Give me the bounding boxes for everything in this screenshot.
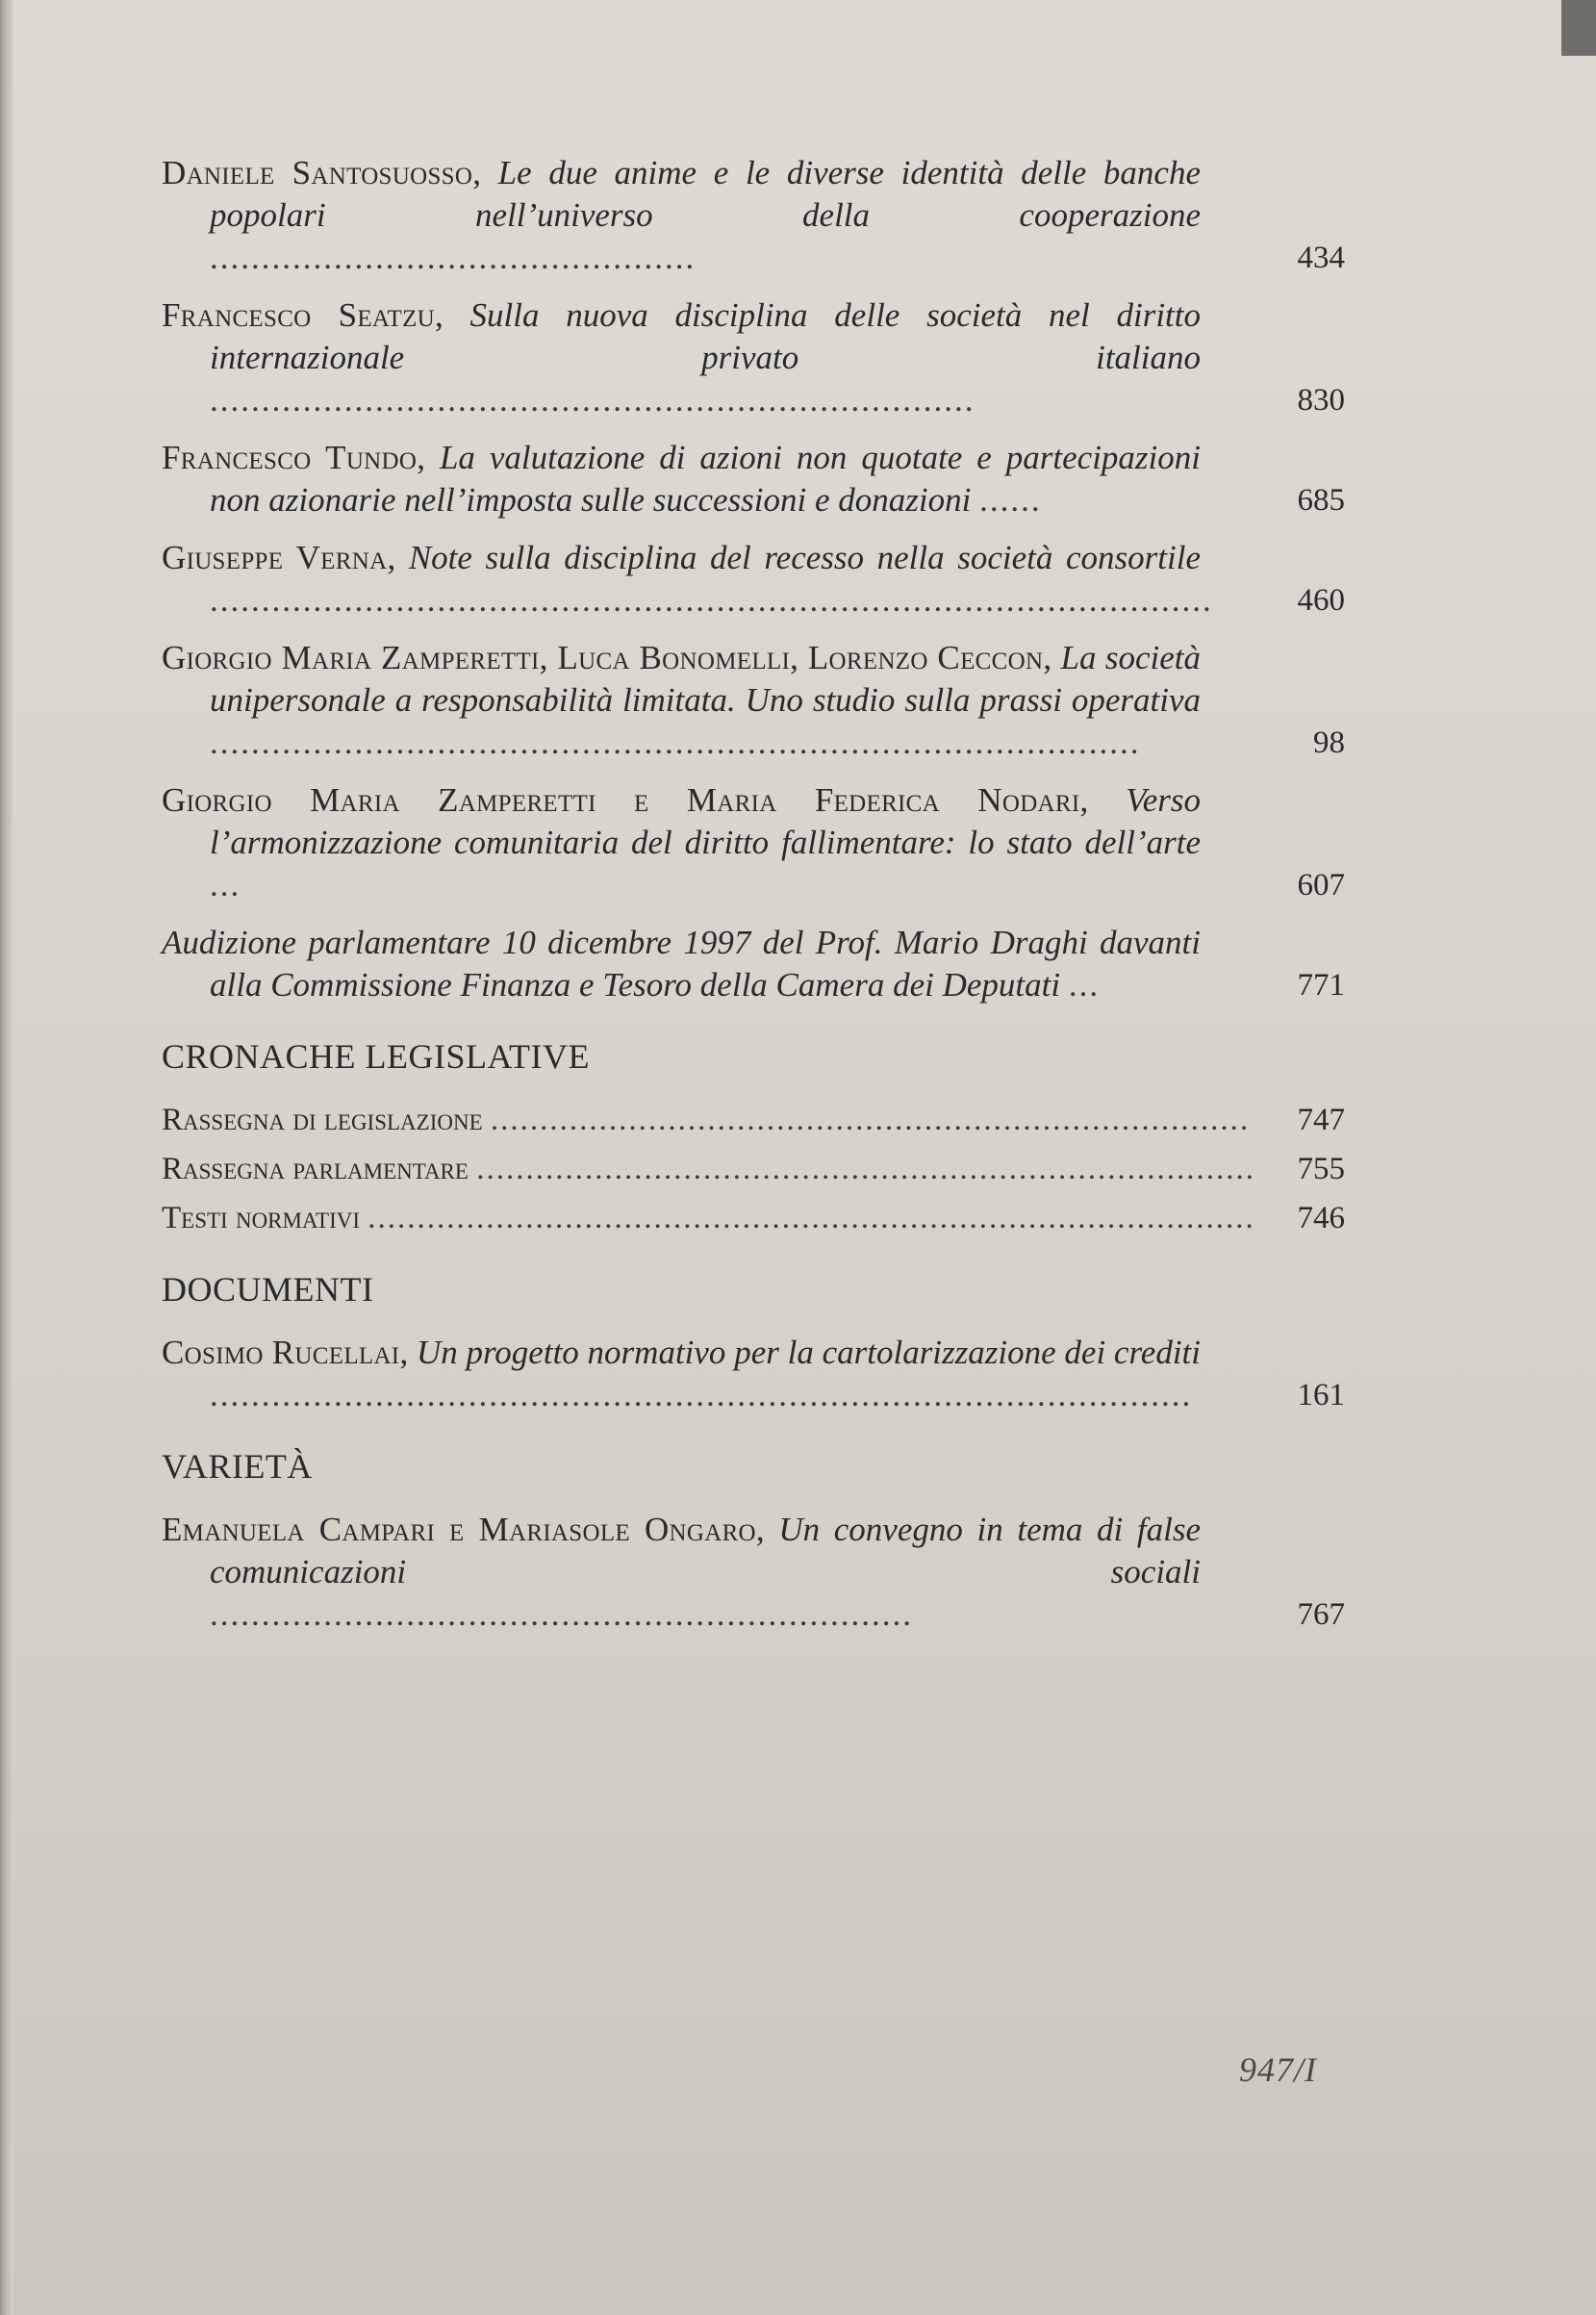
entry-page-number: 434	[1297, 241, 1345, 275]
entry-title: La società unipersonale a responsabilità limitata. Uno studio sulla prassi operativa	[210, 639, 1202, 719]
section-heading-cronache: CRONACHE LEGISLATIVE	[162, 1037, 590, 1076]
entry-page-number: 98	[1313, 725, 1345, 760]
entry-label: Rassegna di legislazione	[162, 1103, 483, 1137]
toc-entry: Giorgio Maria Zamperetti, Luca Bonomelli, Lorenzo Ceccon, La società unipersonale a responsabilità limitata. Uno studio sulla prassi operativa .......................................................................................... 98	[162, 637, 1201, 764]
entry-label: Rassegna parlamentare	[162, 1152, 469, 1186]
entry-title: Le due anime e le diverse identità delle banche popolari nell’universo della cooperazione	[210, 154, 1202, 234]
toc-entry: Daniele Santosuosso, Le due anime e le diverse identità delle banche popolari nell’universo della cooperazione ............................................... 434	[162, 152, 1201, 279]
toc-entry: Francesco Seatzu, Sulla nuova disciplina delle società nel diritto internazionale privato italiano .......................................................................... 830	[162, 294, 1201, 421]
entry-page-number: 746	[1297, 1201, 1345, 1235]
entry-title: Audizione parlamentare 10 dicembre 1997 del Prof. Mario Draghi davanti alla Commissione Finanza e Tesoro della Camera dei Deputati	[162, 924, 1201, 1004]
toc-entry: Giorgio Maria Zamperetti e Maria Federica Nodari, Verso l’armonizzazione comunitaria del diritto fallimentare: lo stato dell’arte ... 607	[162, 779, 1201, 906]
entry-page-number: 830	[1297, 383, 1345, 418]
toc-entry: Cosimo Rucellai, Un progetto normativo per la cartolarizzazione dei crediti ............................................................................................... 161	[162, 1332, 1201, 1416]
entry-author: Francesco Tundo	[162, 439, 418, 476]
entry-page-number: 607	[1297, 868, 1345, 903]
toc-entry: Francesco Tundo, La valutazione di azioni non quotate e partecipazioni non azionarie nell’imposta sulle successioni e donazioni ...... 685	[162, 437, 1201, 522]
entry-page-number: 685	[1297, 483, 1345, 518]
entry-page-number: 755	[1297, 1152, 1345, 1186]
page-edge	[0, 0, 13, 2315]
entry-author: Giorgio Maria Zamperetti e Maria Federica Nodari	[162, 781, 1080, 819]
entry-title: Note sulla disciplina del recesso nella società consortile	[408, 539, 1201, 576]
entry-page-number: 161	[1297, 1378, 1345, 1412]
section-heading-varieta: VARIETÀ	[162, 1447, 313, 1486]
entry-author: Giuseppe Verna	[162, 539, 388, 576]
entry-title: Sulla nuova disciplina delle società nel diritto internazionale privato italiano	[210, 296, 1202, 376]
entry-page-number: 460	[1297, 583, 1345, 618]
entry-author: Giorgio Maria Zamperetti, Luca Bonomelli, Lorenzo Ceccon	[162, 639, 1044, 676]
entry-label: Testi normativi	[162, 1201, 361, 1235]
toc-entry: Rassegna parlamentare ............................................................................... 755	[162, 1148, 1201, 1190]
entry-author: Daniele Santosuosso	[162, 154, 473, 191]
entry-page-number: 771	[1297, 968, 1345, 1003]
entry-author: Emanuela Campari e Mariasole Ongaro	[162, 1511, 756, 1548]
toc-entry: Giuseppe Verna, Note sulla disciplina del recesso nella società consortile ................................................................................................. 460	[162, 537, 1201, 622]
entry-title: Un convegno in tema di false comunicazioni sociali	[210, 1511, 1202, 1590]
toc-entry: Testi normativi .......................................................................................... 746	[162, 1197, 1201, 1239]
toc-entry: Audizione parlamentare 10 dicembre 1997 del Prof. Mario Draghi davanti alla Commissione Finanza e Tesoro della Camera dei Deputati ... 771	[162, 922, 1201, 1006]
entry-title: Un progetto normativo per la cartolarizzazione dei crediti	[416, 1334, 1201, 1371]
table-of-contents	[162, 152, 1345, 1651]
toc-entry: Rassegna di legislazione ............................................................................. 747	[162, 1099, 1201, 1141]
entry-page-number: 747	[1297, 1103, 1345, 1137]
page-folio: 947/I	[1239, 2050, 1317, 2089]
entry-title: La valutazione di azioni non quotate e partecipazioni non azionarie nell’imposta sulle successioni e donazioni	[210, 439, 1201, 519]
entry-page-number: 767	[1297, 1597, 1345, 1632]
section-heading-documenti: DOCUMENTI	[162, 1270, 374, 1309]
entry-author: Cosimo Rucellai	[162, 1334, 400, 1371]
entry-title: Verso l’armonizzazione comunitaria del diritto fallimentare: lo stato dell’arte	[210, 781, 1202, 861]
toc-entry: Emanuela Campari e Mariasole Ongaro, Un convegno in tema di false comunicazioni sociali .................................................................... 767	[162, 1509, 1201, 1636]
corner-shadow	[1561, 0, 1596, 56]
entry-author: Francesco Seatzu	[162, 296, 435, 334]
